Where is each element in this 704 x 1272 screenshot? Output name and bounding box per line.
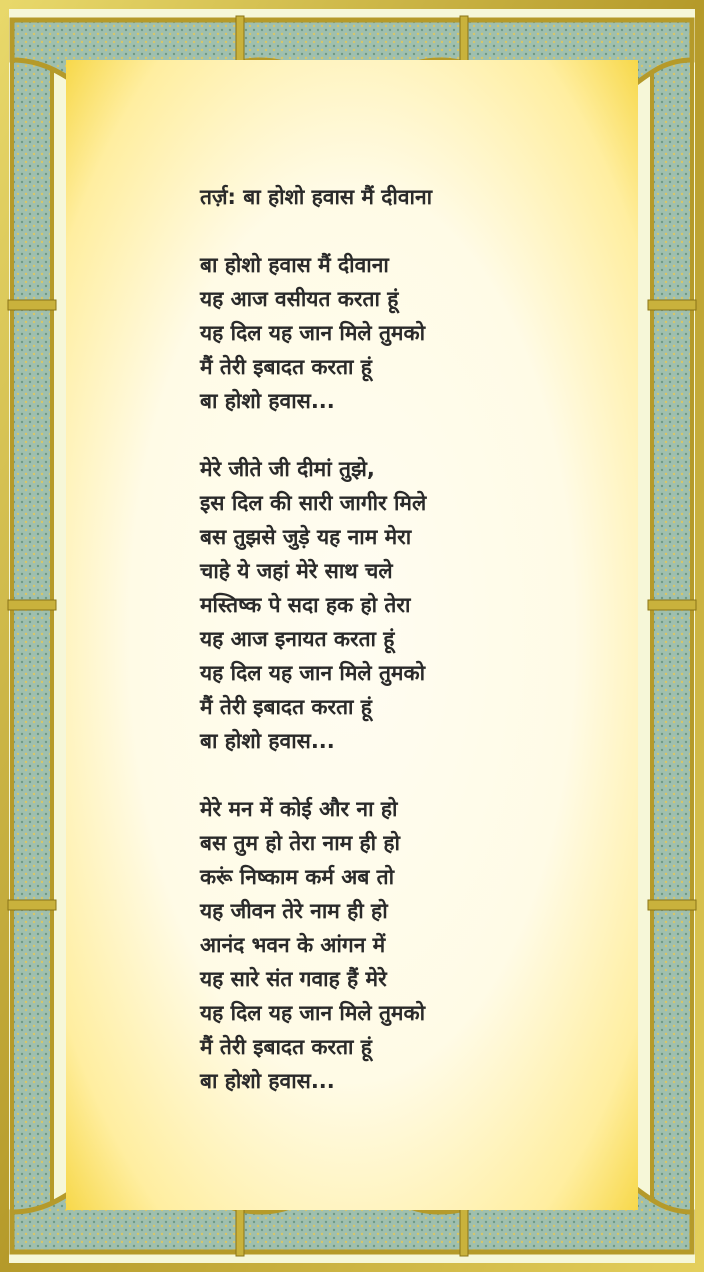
- lyric-line: बस तुम हो तेरा नाम ही हो: [200, 831, 401, 855]
- lyric-line: मैं तेरी इबादत करता हूं: [200, 355, 372, 379]
- lyric-line: यह आज वसीयत करता हूं: [200, 287, 399, 311]
- stanza-1: [200, 248, 620, 418]
- song-tune-title: तर्ज़: बा होशो हवास मैं दीवाना: [200, 185, 433, 209]
- lyric-line: आनंद भवन के आंगन में: [200, 933, 386, 957]
- lyric-line: करूं निष्काम कर्म अब तो: [200, 865, 395, 889]
- lyric-line: मैं तेरी इबादत करता हूं: [200, 695, 372, 719]
- stanza-2: [200, 452, 620, 758]
- lyric-line: चाहे ये जहां मेरे साथ चले: [200, 559, 393, 583]
- lyric-line: बा होशो हवास मैं दीवाना: [200, 253, 389, 277]
- lyric-line: यह जीवन तेरे नाम ही हो: [200, 899, 388, 923]
- lyric-line: मेरे मन में कोई और ना हो: [200, 797, 398, 821]
- lyric-line: यह आज इनायत करता हूं: [200, 627, 395, 651]
- lyric-line: यह दिल यह जान मिले तुमको: [200, 661, 426, 685]
- lyric-line: यह दिल यह जान मिले तुमको: [200, 1001, 426, 1025]
- lyric-line: मेरे जीते जी दीमां तुझे,: [200, 457, 375, 481]
- bhajan-lyrics: [200, 180, 620, 1098]
- lyric-line: बा होशो हवास...: [200, 1069, 335, 1093]
- lyric-line: यह दिल यह जान मिले तुमको: [200, 321, 426, 345]
- lyric-line: बस तुझसे जुड़े यह नाम मेरा: [200, 525, 412, 549]
- lyric-line: मस्तिष्क पे सदा हक हो तेरा: [200, 593, 411, 617]
- stanza-3: [200, 792, 620, 1098]
- lyric-line: मैं तेरी इबादत करता हूं: [200, 1035, 372, 1059]
- lyric-line: बा होशो हवास...: [200, 729, 335, 753]
- lyric-line: बा होशो हवास...: [200, 389, 335, 413]
- lyric-line: यह सारे संत गवाह हैं मेरे: [200, 967, 387, 991]
- lyric-line: इस दिल की सारी जागीर मिले: [200, 491, 427, 515]
